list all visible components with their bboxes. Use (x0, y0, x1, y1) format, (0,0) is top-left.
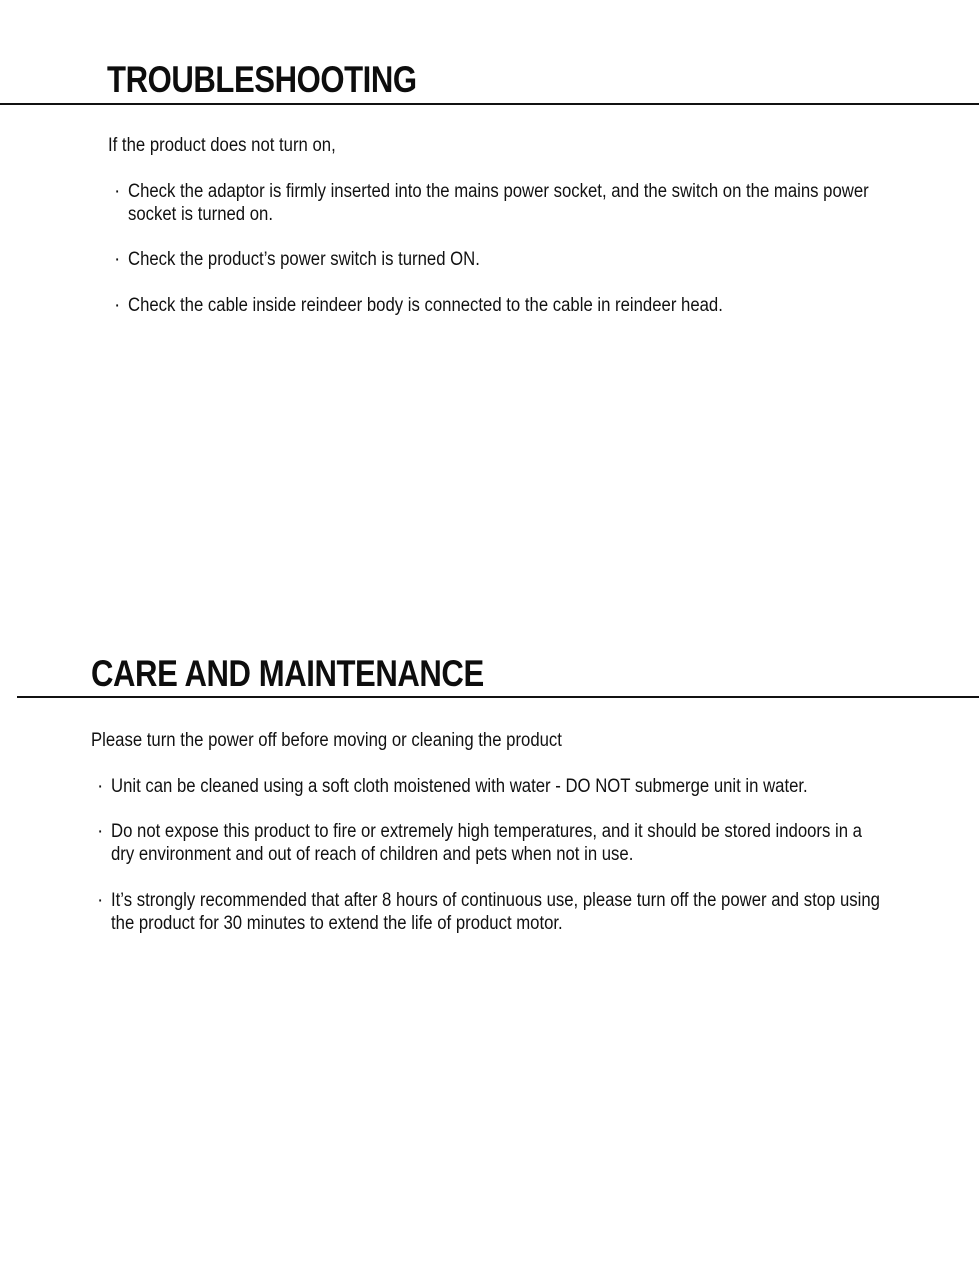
list-item-text: Check the product’s power switch is turned ON. (128, 249, 480, 270)
list-item (114, 248, 979, 271)
list-item-text: It’s strongly recommended that after 8 hours of continuous use, please turn off the power and stop using the product for 30 minutes to extend the life of product motor. (111, 890, 880, 934)
care-intro: Please turn the power off before moving or cleaning the product (91, 730, 562, 751)
list-item (114, 180, 979, 226)
care-divider (17, 696, 979, 698)
list-item-text: Check the adaptor is firmly inserted into the mains power socket, and the switch on the mains power socket is turned on. (128, 181, 869, 225)
bullet-icon: · (114, 295, 121, 316)
bullet-icon: · (114, 249, 121, 270)
list-item (97, 820, 979, 866)
troubleshooting-title: TROUBLESHOOTING (107, 59, 417, 100)
bullet-icon: · (97, 821, 104, 842)
care-section (0, 640, 979, 1276)
list-item-text: Check the cable inside reindeer body is connected to the cable in reindeer head. (128, 295, 723, 316)
troubleshooting-divider (0, 103, 979, 105)
bullet-icon: · (97, 776, 104, 797)
bullet-icon: · (114, 181, 121, 202)
list-item-text: Do not expose this product to fire or extremely high temperatures, and it should be stored indoors in a dry environment and out of reach of children and pets when not in use. (111, 821, 862, 865)
list-item (114, 294, 979, 317)
list-item-text: Unit can be cleaned using a soft cloth moistened with water - DO NOT submerge unit in water. (111, 776, 808, 797)
troubleshooting-intro: If the product does not turn on, (108, 135, 336, 156)
care-title: CARE AND MAINTENANCE (91, 653, 484, 694)
list-item (97, 889, 979, 935)
list-item (97, 775, 979, 798)
bullet-icon: · (97, 890, 104, 911)
